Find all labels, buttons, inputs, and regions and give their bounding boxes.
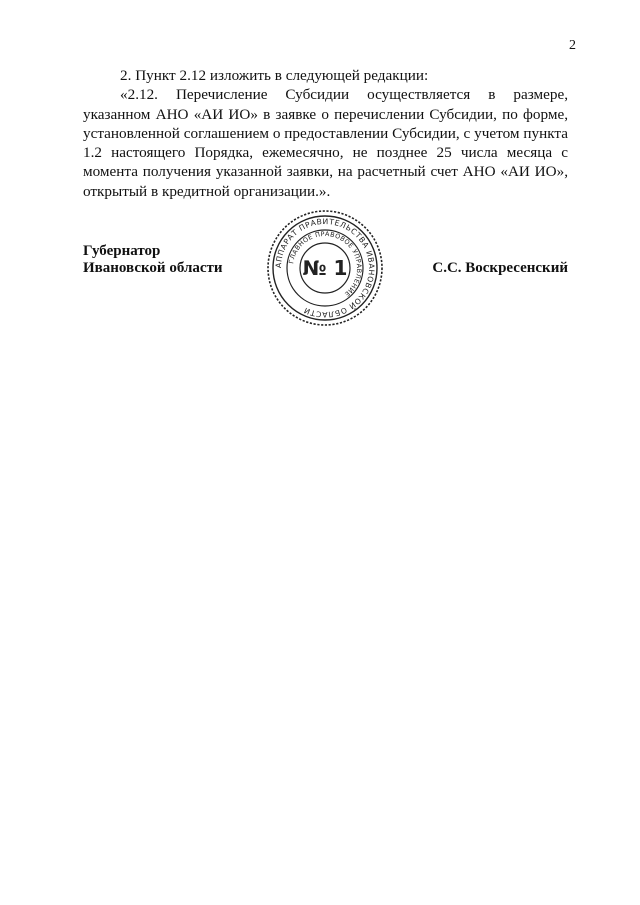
- signatory-title-line-1: Губернатор: [83, 243, 161, 259]
- official-seal-stamp: [265, 208, 385, 328]
- seal-graphic: [265, 208, 385, 328]
- page-number: 2: [569, 38, 576, 53]
- seal-ring-text: АППАРАТ ПРАВИТЕЛЬСТВА ИВАНОВСКОЙ ОБЛАСТИ: [273, 216, 377, 320]
- paragraph-1: 2. Пункт 2.12 изложить в следующей редакции:: [120, 67, 429, 84]
- seal-number: № 1: [302, 256, 348, 280]
- seal-inner-text: ГЛАВНОЕ ПРАВОВОЕ УПРАВЛЕНИЕ: [287, 229, 364, 299]
- document-body: [83, 66, 568, 201]
- signatory-title-line-2: Ивановской области: [83, 260, 223, 276]
- signatory-title: [83, 243, 223, 277]
- paragraph-2: «2.12. Перечисление Субсидии осуществляется в размере, указанном АНО «АИ ИО» в заявке о перечислении Субсидии, по форме, установленной соглашением о предоставлении Субсидии, с учетом пункта 1.2 настоящего Порядка, ежемесячно, не позднее 25 числа месяца с момента получения указанной заявки, на расчетный счет АНО «АИ ИО», открытый в кредитной организации.».: [83, 86, 568, 200]
- signatory-name: С.С. Воскресенский: [432, 260, 568, 276]
